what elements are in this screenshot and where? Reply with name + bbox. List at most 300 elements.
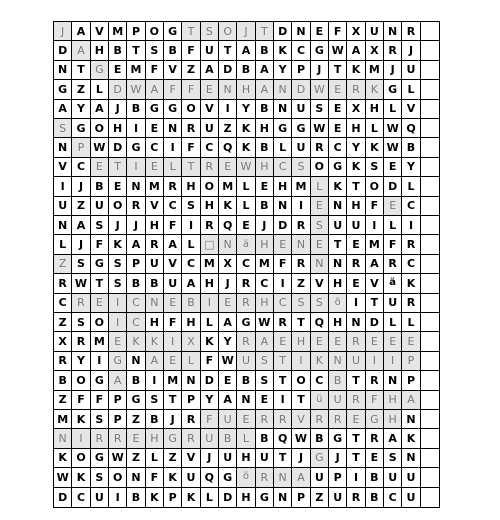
grid-cell[interactable]: F — [366, 197, 384, 216]
grid-cell[interactable]: M — [366, 61, 384, 80]
grid-cell[interactable]: G — [329, 429, 347, 448]
grid-cell[interactable]: J — [109, 216, 127, 235]
grid-cell[interactable]: I — [366, 352, 384, 371]
grid-cell[interactable]: A — [384, 429, 402, 448]
grid-cell[interactable]: I — [384, 352, 402, 371]
grid-cell[interactable]: G — [146, 100, 164, 119]
grid-cell[interactable]: O — [311, 158, 329, 177]
grid-cell[interactable]: F — [182, 80, 200, 99]
grid-cell[interactable]: T — [127, 41, 145, 60]
grid-cell[interactable]: N — [329, 197, 347, 216]
grid-cell[interactable]: F — [146, 61, 164, 80]
grid-cell[interactable]: D — [109, 138, 127, 157]
grid-cell[interactable]: G — [384, 80, 402, 99]
grid-cell[interactable]: E — [311, 22, 329, 41]
grid-cell[interactable]: S — [91, 410, 109, 429]
grid-cell[interactable]: M — [127, 61, 145, 80]
grid-cell[interactable]: E — [347, 235, 365, 254]
grid-cell[interactable]: U — [201, 429, 219, 448]
grid-cell[interactable]: S — [311, 100, 329, 119]
grid-cell[interactable]: W — [237, 158, 255, 177]
grid-cell[interactable]: O — [91, 119, 109, 138]
grid-cell[interactable]: R — [402, 235, 420, 254]
grid-cell[interactable]: P — [292, 488, 310, 507]
grid-cell[interactable]: K — [146, 488, 164, 507]
grid-cell[interactable]: G — [311, 449, 329, 468]
grid-cell[interactable]: T — [182, 22, 200, 41]
grid-cell[interactable]: T — [292, 391, 310, 410]
grid-cell[interactable]: K — [127, 332, 145, 351]
grid-cell[interactable]: L — [384, 100, 402, 119]
grid-cell[interactable]: G — [366, 410, 384, 429]
grid-cell[interactable]: R — [182, 119, 200, 138]
grid-cell[interactable]: U — [201, 119, 219, 138]
grid-cell[interactable]: Z — [219, 119, 237, 138]
grid-cell[interactable]: U — [384, 294, 402, 313]
grid-cell[interactable]: K — [182, 488, 200, 507]
grid-cell[interactable]: V — [292, 410, 310, 429]
grid-cell[interactable]: F — [164, 216, 182, 235]
grid-cell[interactable]: J — [164, 410, 182, 429]
grid-cell[interactable]: U — [237, 352, 255, 371]
grid-cell[interactable]: G — [274, 119, 292, 138]
grid-cell[interactable]: N — [329, 255, 347, 274]
grid-cell[interactable]: P — [109, 410, 127, 429]
grid-cell[interactable]: N — [292, 22, 310, 41]
grid-cell[interactable]: U — [219, 449, 237, 468]
grid-cell[interactable]: S — [256, 371, 274, 390]
grid-cell[interactable]: U — [402, 468, 420, 487]
grid-cell[interactable]: K — [109, 235, 127, 254]
grid-cell[interactable]: L — [182, 235, 200, 254]
grid-cell[interactable]: Y — [237, 100, 255, 119]
grid-cell[interactable]: C — [292, 41, 310, 60]
grid-cell[interactable]: J — [256, 216, 274, 235]
grid-cell[interactable]: R — [274, 410, 292, 429]
grid-cell[interactable]: O — [201, 177, 219, 196]
grid-cell[interactable]: M — [164, 371, 182, 390]
grid-cell[interactable]: S — [366, 158, 384, 177]
grid-cell[interactable]: I — [54, 177, 72, 196]
grid-cell[interactable]: H — [109, 119, 127, 138]
grid-cell[interactable]: Z — [311, 488, 329, 507]
grid-cell[interactable]: F — [201, 410, 219, 429]
grid-cell[interactable] — [421, 216, 439, 235]
grid-cell[interactable]: L — [402, 313, 420, 332]
grid-cell[interactable]: K — [201, 332, 219, 351]
grid-cell[interactable]: K — [402, 429, 420, 448]
grid-cell[interactable]: C — [182, 255, 200, 274]
grid-cell[interactable]: T — [347, 449, 365, 468]
grid-cell[interactable]: E — [329, 332, 347, 351]
grid-cell[interactable]: H — [256, 235, 274, 254]
grid-cell[interactable]: R — [237, 274, 255, 293]
grid-cell[interactable]: S — [292, 294, 310, 313]
grid-cell[interactable]: R — [311, 410, 329, 429]
grid-cell[interactable] — [421, 235, 439, 254]
grid-cell[interactable]: O — [182, 100, 200, 119]
grid-cell[interactable]: G — [91, 61, 109, 80]
grid-cell[interactable]: N — [146, 294, 164, 313]
grid-cell[interactable]: D — [54, 488, 72, 507]
grid-cell[interactable] — [421, 41, 439, 60]
grid-cell[interactable]: B — [127, 488, 145, 507]
grid-cell[interactable]: U — [366, 22, 384, 41]
grid-cell[interactable]: B — [237, 61, 255, 80]
grid-cell[interactable]: K — [164, 468, 182, 487]
grid-cell[interactable]: V — [366, 274, 384, 293]
grid-cell[interactable]: S — [146, 41, 164, 60]
grid-cell[interactable]: H — [256, 294, 274, 313]
grid-cell[interactable]: H — [347, 197, 365, 216]
grid-cell[interactable]: W — [109, 449, 127, 468]
grid-cell[interactable]: R — [347, 488, 365, 507]
grid-cell[interactable]: ü — [311, 391, 329, 410]
grid-cell[interactable]: U — [384, 468, 402, 487]
grid-cell[interactable]: U — [347, 352, 365, 371]
grid-cell[interactable]: K — [347, 61, 365, 80]
grid-cell[interactable]: P — [72, 138, 90, 157]
grid-cell[interactable]: F — [329, 22, 347, 41]
grid-cell[interactable]: G — [164, 22, 182, 41]
grid-cell[interactable]: H — [146, 313, 164, 332]
grid-cell[interactable]: H — [237, 488, 255, 507]
grid-cell[interactable]: J — [311, 61, 329, 80]
grid-cell[interactable]: X — [347, 100, 365, 119]
grid-cell[interactable]: F — [164, 80, 182, 99]
grid-cell[interactable]: B — [402, 138, 420, 157]
grid-cell[interactable]: H — [329, 313, 347, 332]
grid-cell[interactable]: R — [402, 22, 420, 41]
grid-cell[interactable]: M — [109, 22, 127, 41]
grid-cell[interactable]: H — [146, 216, 164, 235]
grid-cell[interactable]: H — [274, 177, 292, 196]
grid-cell[interactable]: L — [146, 449, 164, 468]
grid-cell[interactable]: I — [347, 468, 365, 487]
grid-cell[interactable]: W — [219, 352, 237, 371]
grid-cell[interactable]: I — [366, 216, 384, 235]
grid-cell[interactable]: S — [91, 216, 109, 235]
grid-cell[interactable]: Q — [219, 216, 237, 235]
grid-cell[interactable]: S — [311, 294, 329, 313]
grid-cell[interactable]: S — [54, 119, 72, 138]
grid-cell[interactable]: R — [329, 410, 347, 429]
grid-cell[interactable]: S — [109, 255, 127, 274]
grid-cell[interactable]: B — [146, 274, 164, 293]
grid-cell[interactable]: B — [311, 429, 329, 448]
grid-cell[interactable]: R — [366, 429, 384, 448]
grid-cell[interactable]: F — [182, 138, 200, 157]
grid-cell[interactable]: C — [127, 294, 145, 313]
grid-cell[interactable]: B — [127, 100, 145, 119]
grid-cell[interactable]: A — [109, 371, 127, 390]
grid-cell[interactable]: S — [146, 391, 164, 410]
grid-cell[interactable]: J — [127, 216, 145, 235]
grid-cell[interactable]: E — [366, 449, 384, 468]
grid-cell[interactable]: M — [256, 255, 274, 274]
grid-cell[interactable]: E — [164, 352, 182, 371]
grid-cell[interactable]: T — [182, 158, 200, 177]
grid-cell[interactable]: N — [274, 488, 292, 507]
grid-cell[interactable]: A — [201, 61, 219, 80]
grid-cell[interactable]: N — [219, 80, 237, 99]
grid-cell[interactable] — [421, 449, 439, 468]
grid-cell[interactable]: H — [256, 119, 274, 138]
grid-cell[interactable]: R — [366, 371, 384, 390]
grid-cell[interactable]: B — [127, 274, 145, 293]
grid-cell[interactable]: C — [164, 197, 182, 216]
grid-cell[interactable]: V — [311, 274, 329, 293]
grid-cell[interactable]: S — [201, 22, 219, 41]
grid-cell[interactable]: E — [347, 410, 365, 429]
grid-cell[interactable] — [421, 332, 439, 351]
grid-cell[interactable]: W — [127, 80, 145, 99]
grid-cell[interactable]: E — [146, 119, 164, 138]
grid-cell[interactable]: D — [366, 313, 384, 332]
grid-cell[interactable]: X — [219, 255, 237, 274]
grid-cell[interactable]: U — [182, 468, 200, 487]
grid-cell[interactable]: F — [91, 391, 109, 410]
grid-cell[interactable]: A — [366, 255, 384, 274]
grid-cell[interactable]: Q — [311, 313, 329, 332]
grid-cell[interactable]: B — [91, 177, 109, 196]
grid-cell[interactable]: A — [91, 100, 109, 119]
grid-cell[interactable]: W — [329, 41, 347, 60]
grid-cell[interactable]: R — [72, 332, 90, 351]
grid-cell[interactable]: D — [219, 61, 237, 80]
grid-cell[interactable]: G — [329, 158, 347, 177]
grid-cell[interactable]: N — [311, 255, 329, 274]
grid-cell[interactable]: ä — [384, 274, 402, 293]
grid-cell[interactable]: N — [54, 61, 72, 80]
grid-cell[interactable] — [421, 119, 439, 138]
grid-cell[interactable] — [421, 313, 439, 332]
grid-cell[interactable]: S — [109, 274, 127, 293]
grid-cell[interactable]: J — [72, 235, 90, 254]
grid-cell[interactable] — [421, 61, 439, 80]
grid-cell[interactable]: J — [237, 22, 255, 41]
grid-cell[interactable]: G — [91, 255, 109, 274]
grid-cell[interactable]: H — [384, 410, 402, 429]
grid-cell[interactable]: T — [274, 449, 292, 468]
grid-cell[interactable]: O — [109, 468, 127, 487]
grid-cell[interactable]: Z — [72, 80, 90, 99]
grid-cell[interactable]: V — [54, 158, 72, 177]
grid-cell[interactable]: P — [329, 468, 347, 487]
grid-cell[interactable]: M — [54, 410, 72, 429]
grid-cell[interactable]: P — [292, 61, 310, 80]
grid-cell[interactable]: A — [347, 41, 365, 60]
grid-cell[interactable]: C — [402, 197, 420, 216]
grid-cell[interactable]: U — [146, 255, 164, 274]
grid-cell[interactable]: B — [146, 410, 164, 429]
grid-cell[interactable]: B — [366, 488, 384, 507]
grid-cell[interactable]: C — [402, 255, 420, 274]
grid-cell[interactable]: P — [109, 391, 127, 410]
grid-cell[interactable]: E — [127, 429, 145, 448]
grid-cell[interactable]: E — [384, 158, 402, 177]
grid-cell[interactable]: N — [127, 177, 145, 196]
grid-cell[interactable]: E — [311, 235, 329, 254]
grid-cell[interactable]: R — [109, 429, 127, 448]
grid-cell[interactable]: L — [237, 429, 255, 448]
grid-cell[interactable]: O — [109, 197, 127, 216]
grid-cell[interactable]: A — [146, 352, 164, 371]
grid-cell[interactable]: E — [256, 177, 274, 196]
grid-cell[interactable]: R — [182, 429, 200, 448]
grid-cell[interactable]: F — [384, 235, 402, 254]
grid-cell[interactable]: R — [256, 468, 274, 487]
grid-cell[interactable]: R — [201, 158, 219, 177]
grid-cell[interactable] — [421, 488, 439, 507]
grid-cell[interactable]: U — [91, 197, 109, 216]
grid-cell[interactable]: H — [91, 41, 109, 60]
grid-cell[interactable]: J — [201, 449, 219, 468]
grid-cell[interactable]: J — [329, 449, 347, 468]
grid-cell[interactable]: I — [164, 332, 182, 351]
grid-cell[interactable]: N — [54, 216, 72, 235]
grid-cell[interactable]: W — [256, 313, 274, 332]
grid-cell[interactable]: I — [402, 216, 420, 235]
grid-cell[interactable]: K — [72, 410, 90, 429]
grid-cell[interactable]: U — [91, 488, 109, 507]
grid-cell[interactable]: R — [237, 332, 255, 351]
grid-cell[interactable]: E — [329, 119, 347, 138]
grid-cell[interactable]: W — [292, 429, 310, 448]
grid-cell[interactable]: W — [91, 138, 109, 157]
grid-cell[interactable]: O — [366, 177, 384, 196]
grid-cell[interactable] — [421, 468, 439, 487]
grid-cell[interactable]: I — [109, 313, 127, 332]
grid-cell[interactable]: I — [274, 391, 292, 410]
grid-cell[interactable]: E — [109, 332, 127, 351]
grid-cell[interactable]: G — [91, 371, 109, 390]
grid-cell[interactable]: L — [182, 352, 200, 371]
grid-cell[interactable]: R — [347, 391, 365, 410]
grid-cell[interactable]: V — [402, 100, 420, 119]
grid-cell[interactable] — [421, 80, 439, 99]
grid-cell[interactable]: N — [384, 371, 402, 390]
grid-cell[interactable]: E — [237, 410, 255, 429]
grid-cell[interactable]: F — [146, 468, 164, 487]
grid-cell[interactable]: N — [54, 138, 72, 157]
grid-cell[interactable]: X — [347, 22, 365, 41]
grid-cell[interactable]: A — [72, 22, 90, 41]
grid-cell[interactable]: P — [182, 391, 200, 410]
grid-cell[interactable]: O — [72, 371, 90, 390]
grid-cell[interactable]: X — [182, 332, 200, 351]
grid-cell[interactable]: O — [292, 371, 310, 390]
grid-cell[interactable]: H — [182, 313, 200, 332]
grid-cell[interactable]: J — [384, 61, 402, 80]
grid-cell[interactable]: K — [366, 80, 384, 99]
grid-cell[interactable]: T — [219, 41, 237, 60]
grid-cell[interactable]: Z — [54, 391, 72, 410]
grid-cell[interactable]: E — [219, 158, 237, 177]
grid-cell[interactable]: Z — [72, 197, 90, 216]
grid-cell[interactable]: G — [109, 352, 127, 371]
grid-cell[interactable]: Q — [274, 429, 292, 448]
grid-cell[interactable]: F — [274, 255, 292, 274]
grid-cell[interactable]: E — [109, 177, 127, 196]
grid-cell[interactable]: H — [146, 429, 164, 448]
grid-cell[interactable]: Q — [402, 119, 420, 138]
grid-cell[interactable]: P — [127, 255, 145, 274]
grid-cell[interactable]: U — [311, 468, 329, 487]
grid-cell[interactable]: E — [146, 158, 164, 177]
grid-cell[interactable]: B — [256, 100, 274, 119]
grid-cell[interactable]: J — [109, 100, 127, 119]
grid-cell[interactable]: U — [402, 488, 420, 507]
grid-cell[interactable]: R — [311, 138, 329, 157]
grid-cell[interactable]: B — [256, 429, 274, 448]
grid-cell[interactable]: D — [109, 80, 127, 99]
grid-cell[interactable]: U — [292, 100, 310, 119]
grid-cell[interactable]: T — [274, 371, 292, 390]
grid-cell[interactable]: D — [292, 80, 310, 99]
grid-cell[interactable]: L — [237, 177, 255, 196]
grid-cell[interactable]: N — [237, 391, 255, 410]
grid-cell[interactable]: E — [219, 294, 237, 313]
grid-cell[interactable] — [421, 410, 439, 429]
grid-cell[interactable]: T — [164, 391, 182, 410]
grid-cell[interactable]: I — [164, 138, 182, 157]
grid-cell[interactable]: L — [402, 177, 420, 196]
grid-cell[interactable]: T — [347, 429, 365, 448]
grid-cell[interactable]: G — [54, 80, 72, 99]
grid-cell[interactable]: G — [164, 100, 182, 119]
grid-cell[interactable]: V — [182, 449, 200, 468]
grid-cell[interactable]: □ — [201, 235, 219, 254]
grid-cell[interactable]: R — [127, 197, 145, 216]
grid-cell[interactable]: A — [402, 391, 420, 410]
grid-cell[interactable]: K — [237, 119, 255, 138]
grid-cell[interactable]: J — [402, 41, 420, 60]
grid-cell[interactable]: L — [201, 488, 219, 507]
grid-cell[interactable]: S — [182, 197, 200, 216]
grid-cell[interactable]: K — [54, 449, 72, 468]
grid-cell[interactable]: A — [219, 313, 237, 332]
grid-cell[interactable]: S — [292, 158, 310, 177]
grid-cell[interactable]: S — [256, 352, 274, 371]
grid-cell[interactable]: E — [237, 216, 255, 235]
grid-cell[interactable]: E — [91, 294, 109, 313]
grid-cell[interactable]: M — [219, 177, 237, 196]
grid-cell[interactable]: E — [109, 61, 127, 80]
grid-cell[interactable]: E — [311, 197, 329, 216]
grid-cell[interactable]: B — [256, 197, 274, 216]
grid-cell[interactable]: P — [402, 371, 420, 390]
grid-cell[interactable]: F — [91, 235, 109, 254]
grid-cell[interactable]: U — [164, 274, 182, 293]
grid-cell[interactable]: E — [274, 332, 292, 351]
grid-cell[interactable]: T — [256, 22, 274, 41]
grid-cell[interactable]: L — [384, 313, 402, 332]
grid-cell[interactable]: I — [109, 294, 127, 313]
grid-cell[interactable]: U — [256, 449, 274, 468]
grid-cell[interactable]: ö — [329, 294, 347, 313]
grid-cell[interactable]: A — [256, 61, 274, 80]
grid-cell[interactable]: K — [311, 352, 329, 371]
grid-cell[interactable]: B — [54, 371, 72, 390]
grid-cell[interactable]: S — [311, 216, 329, 235]
grid-cell[interactable]: C — [311, 371, 329, 390]
grid-cell[interactable]: G — [164, 429, 182, 448]
grid-cell[interactable]: V — [91, 22, 109, 41]
grid-cell[interactable]: Y — [274, 61, 292, 80]
grid-cell[interactable]: I — [219, 100, 237, 119]
grid-cell[interactable]: K — [329, 177, 347, 196]
